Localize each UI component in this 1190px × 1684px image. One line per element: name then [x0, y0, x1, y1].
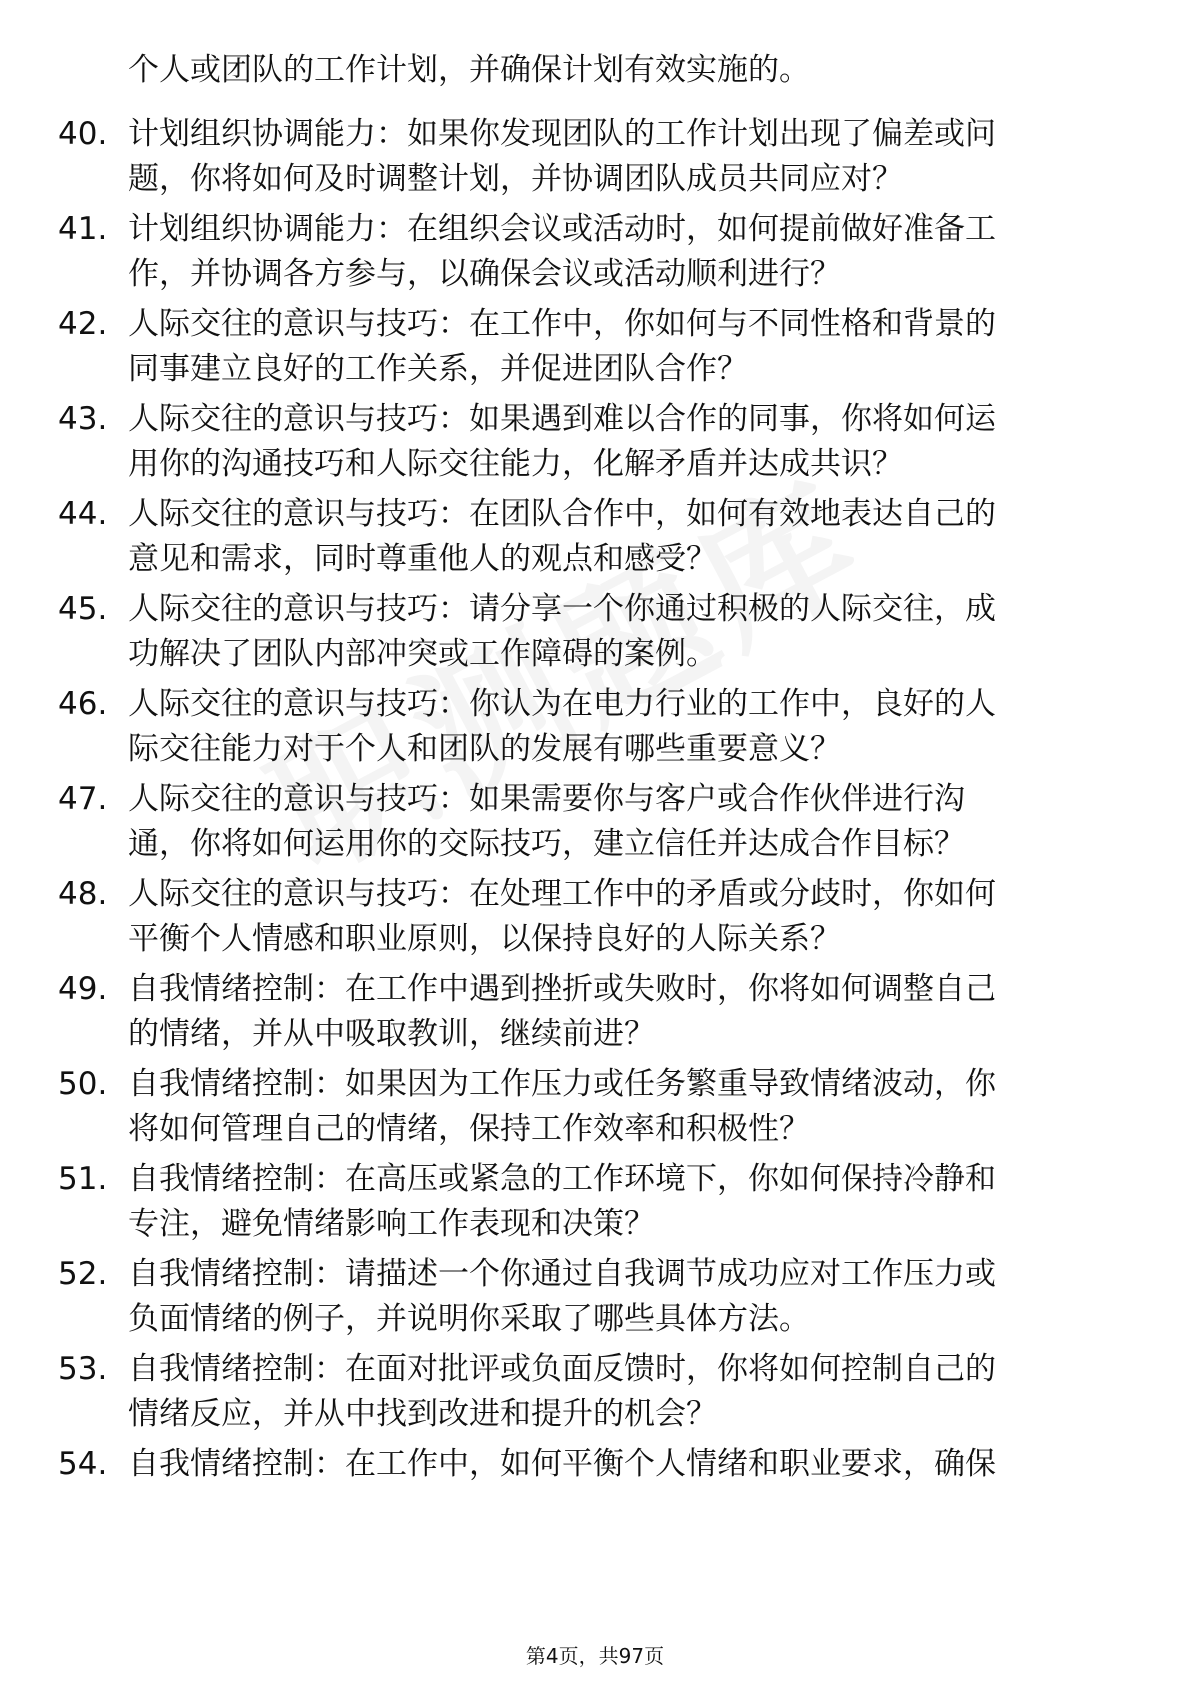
question-text: [128, 112, 1118, 202]
question-item: [0, 112, 1190, 207]
question-number: 45.: [58, 591, 108, 627]
question-text-line: 人际交往的意识与技巧：在处理工作中的矛盾或分歧时，你如何: [128, 876, 996, 912]
question-text-line: 题，你将如何及时调整计划，并协调团队成员共同应对？: [128, 161, 903, 197]
question-text: [128, 1062, 1118, 1152]
question-item: [0, 777, 1190, 872]
question-text-line: 自我情绪控制：请描述一个你通过自我调节成功应对工作压力或: [128, 1256, 996, 1292]
question-list: [0, 112, 1190, 1537]
question-text: [128, 397, 1118, 487]
question-item: [0, 967, 1190, 1062]
question-text-line: 专注，避免情绪影响工作表现和决策？: [128, 1206, 655, 1242]
question-item: [0, 397, 1190, 492]
question-number: 46.: [58, 686, 108, 722]
question-text-line: 功解决了团队内部冲突或工作障碍的案例。: [128, 636, 717, 672]
question-text-line: 计划组织协调能力：在组织会议或活动时，如何提前做好准备工: [128, 211, 996, 247]
question-number: 41.: [58, 211, 108, 247]
question-text-line: 自我情绪控制：在高压或紧急的工作环境下，你如何保持冷静和: [128, 1161, 996, 1197]
question-text-line: 人际交往的意识与技巧：请分享一个你通过积极的人际交往，成: [128, 591, 996, 627]
question-number: 43.: [58, 401, 108, 437]
question-text-line: 人际交往的意识与技巧：在团队合作中，如何有效地表达自己的: [128, 496, 996, 532]
question-text: [128, 587, 1118, 677]
question-item: [0, 872, 1190, 967]
question-text-line: 情绪反应，并从中找到改进和提升的机会？: [128, 1396, 717, 1432]
question-number: 52.: [58, 1256, 108, 1292]
question-text-line: 作，并协调各方参与，以确保会议或活动顺利进行？: [128, 256, 841, 292]
question-number: 44.: [58, 496, 108, 532]
question-text-line: 人际交往的意识与技巧：如果需要你与客户或合作伙伴进行沟: [128, 781, 965, 817]
question-item: [0, 1442, 1190, 1537]
question-text-line: 自我情绪控制：在工作中，如何平衡个人情绪和职业要求，确保: [128, 1446, 996, 1482]
question-text: [128, 1442, 1118, 1487]
question-item: [0, 682, 1190, 777]
question-text-line: 用你的沟通技巧和人际交往能力，化解矛盾并达成共识？: [128, 446, 903, 482]
page-footer: 第4页，共97页: [525, 1644, 665, 1668]
question-text: [128, 207, 1118, 297]
question-number: 53.: [58, 1351, 108, 1387]
question-text-line: 自我情绪控制：在面对批评或负面反馈时，你将如何控制自己的: [128, 1351, 996, 1387]
question-text-line: 的情绪，并从中吸取教训，继续前进？: [128, 1016, 655, 1052]
question-number: 50.: [58, 1066, 108, 1102]
question-item: [0, 587, 1190, 682]
question-text: [128, 492, 1118, 582]
question-text-line: 同事建立良好的工作关系，并促进团队合作？: [128, 351, 748, 387]
question-text-line: 意见和需求，同时尊重他人的观点和感受？: [128, 541, 717, 577]
question-item: [0, 1062, 1190, 1157]
question-text-line: 自我情绪控制：如果因为工作压力或任务繁重导致情绪波动，你: [128, 1066, 996, 1102]
question-text-line: 际交往能力对于个人和团队的发展有哪些重要意义？: [128, 731, 841, 767]
question-item: [0, 1347, 1190, 1442]
question-item: [0, 207, 1190, 302]
question-text-line: 人际交往的意识与技巧：你认为在电力行业的工作中，良好的人: [128, 686, 996, 722]
question-number: 40.: [58, 116, 108, 152]
question-text: [128, 777, 1118, 867]
question-item: [0, 492, 1190, 587]
question-text: [128, 302, 1118, 392]
question-number: 54.: [58, 1446, 108, 1482]
question-number: 42.: [58, 306, 108, 342]
question-item: [0, 1157, 1190, 1252]
question-text-line: 平衡个人情感和职业原则，以保持良好的人际关系？: [128, 921, 841, 957]
question-text: [128, 1252, 1118, 1342]
question-text-line: 通，你将如何运用你的交际技巧，建立信任并达成合作目标？: [128, 826, 965, 862]
question-number: 51.: [58, 1161, 108, 1197]
question-item: [0, 302, 1190, 397]
question-number: 49.: [58, 971, 108, 1007]
question-text: [128, 872, 1118, 962]
question-text: [128, 682, 1118, 772]
continuation-line: 个人或团队的工作计划，并确保计划有效实施的。: [128, 52, 810, 88]
question-text-line: 人际交往的意识与技巧：如果遇到难以合作的同事，你将如何运: [128, 401, 996, 437]
question-text: [128, 1347, 1118, 1437]
question-number: 47.: [58, 781, 108, 817]
question-text: [128, 1157, 1118, 1247]
question-number: 48.: [58, 876, 108, 912]
question-text-line: 负面情绪的例子，并说明你采取了哪些具体方法。: [128, 1301, 810, 1337]
question-text: [128, 967, 1118, 1057]
question-text-line: 人际交往的意识与技巧：在工作中，你如何与不同性格和背景的: [128, 306, 996, 342]
question-text-line: 将如何管理自己的情绪，保持工作效率和积极性？: [128, 1111, 810, 1147]
question-item: [0, 1252, 1190, 1347]
question-text-line: 计划组织协调能力：如果你发现团队的工作计划出现了偏差或问: [128, 116, 996, 152]
question-text-line: 自我情绪控制：在工作中遇到挫折或失败时，你将如何调整自己: [128, 971, 996, 1007]
